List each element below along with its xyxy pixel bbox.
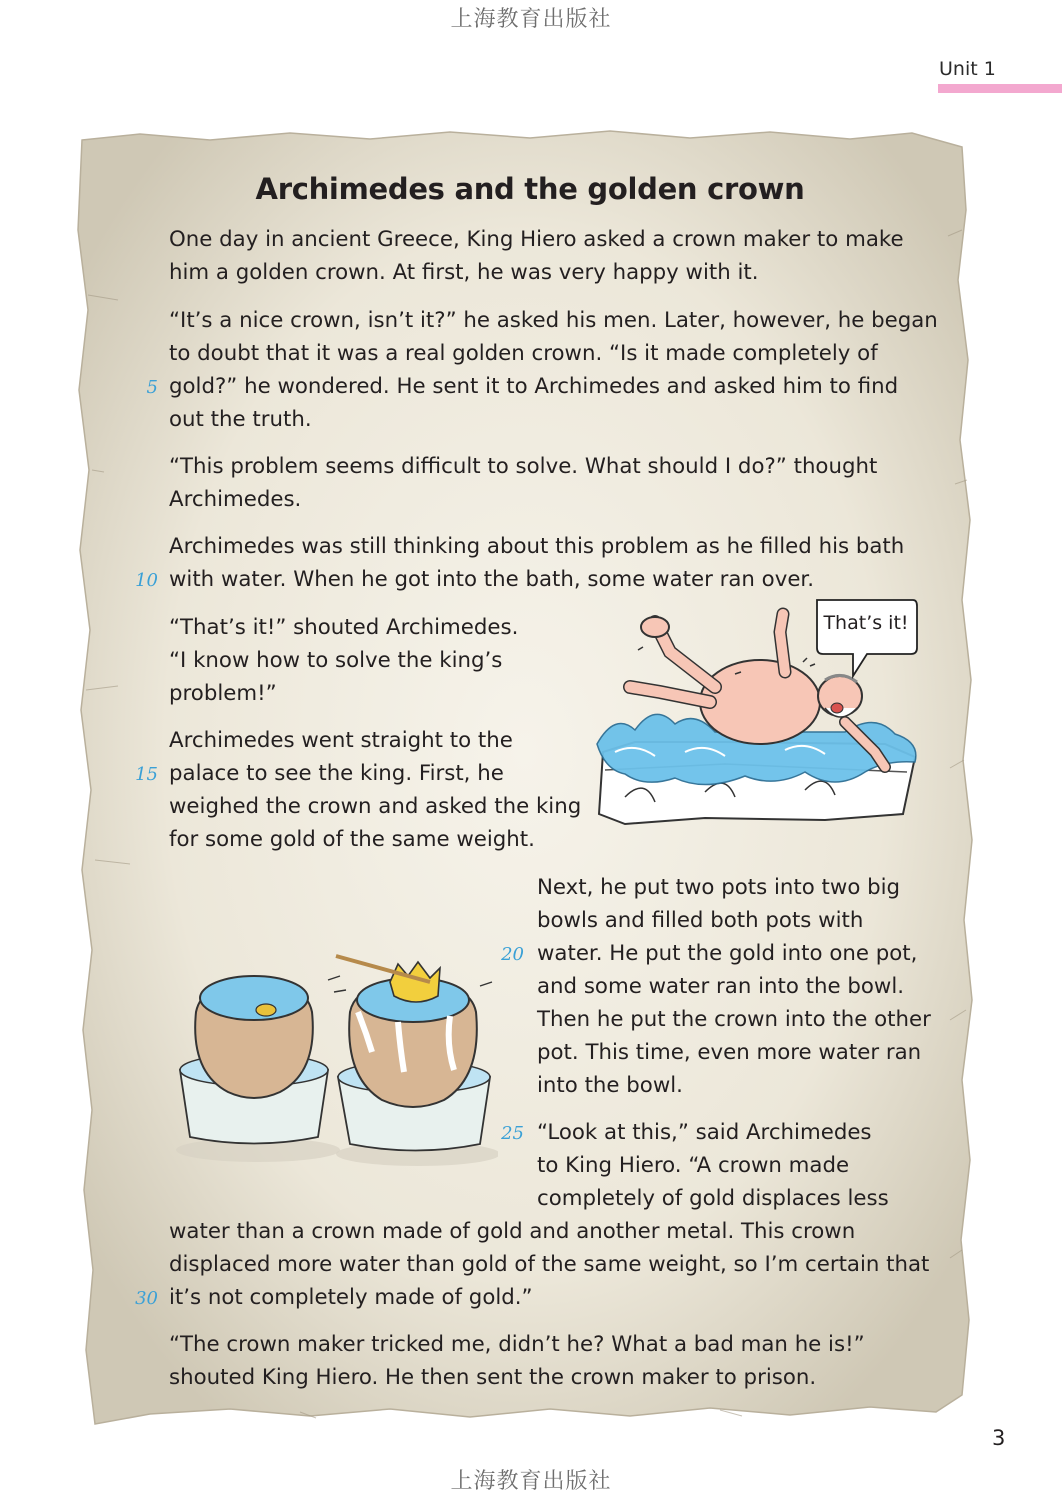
story-line: weighed the crown and asked the king — [169, 794, 582, 819]
unit-label: Unit 1 — [939, 58, 996, 80]
story-line: it’s not completely made of gold.” — [169, 1285, 533, 1310]
story-line: “It’s a nice crown, isn’t it?” he asked his men. Later, however, he began — [169, 308, 938, 333]
story-line: out the truth. — [169, 407, 312, 432]
story-line: Archimedes went straight to the — [169, 728, 513, 753]
line-number: 15 — [135, 764, 158, 785]
story-line: palace to see the king. First, he — [169, 761, 504, 786]
pots-displacement-illustration — [168, 952, 498, 1167]
story-line: water than a crown made of gold and another metal. This crown — [169, 1219, 856, 1244]
story-line: “The crown maker tricked me, didn’t he? What a bad man he is!” — [169, 1332, 865, 1357]
story-line: Next, he put two pots into two big — [537, 875, 901, 900]
line-number: 20 — [501, 944, 524, 965]
story-line: gold?” he wondered. He sent it to Archimedes and asked him to find — [169, 374, 899, 399]
story-line: Then he put the crown into the other — [537, 1007, 931, 1032]
story-line: him a golden crown. At first, he was very happy with it. — [169, 260, 759, 285]
story-line: Archimedes. — [169, 487, 302, 512]
story-line: problem!” — [169, 681, 277, 706]
story-line: into the bowl. — [537, 1073, 683, 1098]
story-line: water. He put the gold into one pot, — [537, 941, 918, 966]
story-line: “That’s it!” shouted Archimedes. — [169, 615, 519, 640]
speech-bubble-text: That’s it! — [823, 612, 909, 634]
story-line: pot. This time, even more water ran — [537, 1040, 922, 1065]
story-line: “Look at this,” said Archimedes — [537, 1120, 872, 1145]
story-line: shouted King Hiero. He then sent the crown maker to prison. — [169, 1365, 817, 1390]
story-line: with water. When he got into the bath, some water ran over. — [169, 567, 814, 592]
story-line: bowls and filled both pots with — [537, 908, 864, 933]
line-number: 10 — [135, 570, 158, 591]
story-title: Archimedes and the golden crown — [255, 172, 805, 206]
line-number: 30 — [135, 1288, 158, 1309]
publisher-watermark-bottom: 上海教育出版社 — [450, 1469, 612, 1494]
publisher-watermark-top: 上海教育出版社 — [450, 7, 612, 32]
line-number: 25 — [501, 1123, 524, 1144]
story-line: for some gold of the same weight. — [169, 827, 535, 852]
line-number: 5 — [146, 377, 158, 398]
page-number: 3 — [992, 1426, 1006, 1450]
story-line: to doubt that it was a real golden crown. “Is it made completely of — [169, 341, 878, 366]
story-line: Archimedes was still thinking about this problem as he filled his bath — [169, 534, 905, 559]
story-line: “I know how to solve the king’s — [169, 648, 503, 673]
story-line: “This problem seems difficult to solve. What should I do?” thought — [169, 454, 878, 479]
story-line: and some water ran into the bowl. — [537, 974, 905, 999]
story-line: One day in ancient Greece, King Hiero asked a crown maker to make — [169, 227, 904, 252]
story-line: completely of gold displaces less — [537, 1186, 889, 1211]
story-line: displaced more water than gold of the same weight, so I’m certain that — [169, 1252, 930, 1277]
story-line: to King Hiero. “A crown made — [537, 1153, 850, 1178]
